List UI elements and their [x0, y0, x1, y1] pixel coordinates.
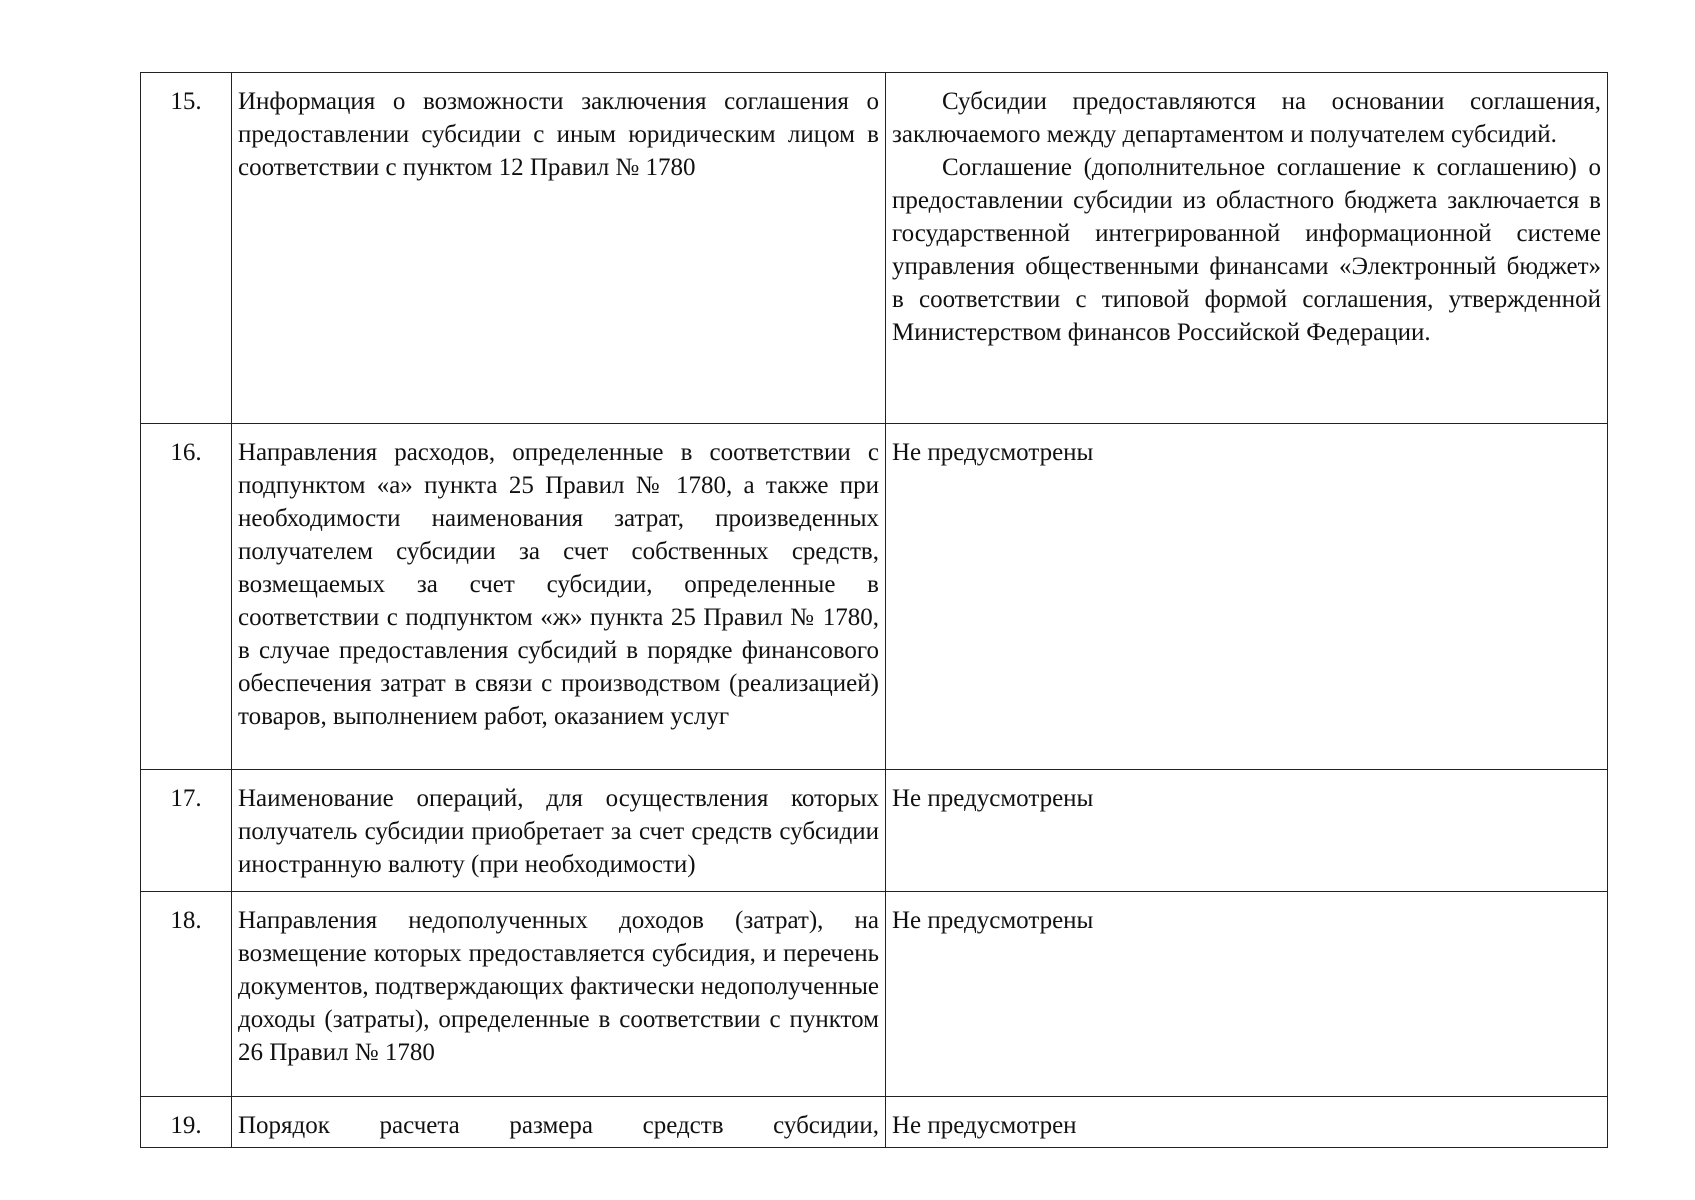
- value-paragraph: Субсидии предоставляются на основании соглашения, заключаемого между департаментом и получателем субсидий.: [892, 88, 1601, 148]
- table-row: [141, 770, 1608, 892]
- row-parameter-value: Не предусмотрены: [886, 770, 1608, 892]
- value-paragraph: Соглашение (дополнительное соглашение к соглашению) о предоставлении субсидии из областного бюджета заключается в государственной интегрированной информационной системе управления общественными финансами «Электронный бюджет» в соответствии с типовой формой соглашения, утвержденной Министерством финансов Российской Федерации.: [892, 154, 1601, 346]
- row-parameter-name: Направления недополученных доходов (затрат), на возмещение которых предоставляется субсидия, и перечень документов, подтверждающих фактически недополученные доходы (затраты), определенные в соответствии с пунктом 26 Правил № 1780: [232, 892, 886, 1097]
- row-number: 16.: [141, 424, 232, 770]
- requirements-table: [140, 72, 1608, 1148]
- row-parameter-value: Не предусмотрен: [886, 1097, 1608, 1148]
- row-parameter-name: Информация о возможности заключения соглашения о предоставлении субсидии с иным юридическим лицом в соответствии с пунктом 12 Правил № 1780: [232, 73, 886, 424]
- row-parameter-value: [886, 73, 1608, 424]
- row-number: 17.: [141, 770, 232, 892]
- row-number: 18.: [141, 892, 232, 1097]
- row-parameter-name: Направления расходов, определенные в соответствии с подпунктом «а» пункта 25 Правил № 1780, а также при необходимости наименования затрат, произведенных получателем субсидии за счет собственных средств, возмещаемых за счет субсидии, определенные в соответствии с подпунктом «ж» пункта 25 Правил № 1780, в случае предоставления субсидий в порядке финансового обеспечения затрат в связи с производством (реализацией) товаров, выполнением работ, оказанием услуг: [232, 424, 886, 770]
- table-row: [141, 892, 1608, 1097]
- row-parameter-name: Наименование операций, для осуществления которых получатель субсидии приобретает за счет средств субсидии иностранную валюту (при необходимости): [232, 770, 886, 892]
- table-row: [141, 424, 1608, 770]
- table-row: [141, 1097, 1608, 1148]
- row-number: 19.: [141, 1097, 232, 1148]
- row-parameter-value: Не предусмотрены: [886, 424, 1608, 770]
- row-number: 15.: [141, 73, 232, 424]
- row-parameter-value: Не предусмотрены: [886, 892, 1608, 1097]
- row-parameter-name: Порядок расчета размера средств субсидии,: [232, 1097, 886, 1148]
- table-row: [141, 73, 1608, 424]
